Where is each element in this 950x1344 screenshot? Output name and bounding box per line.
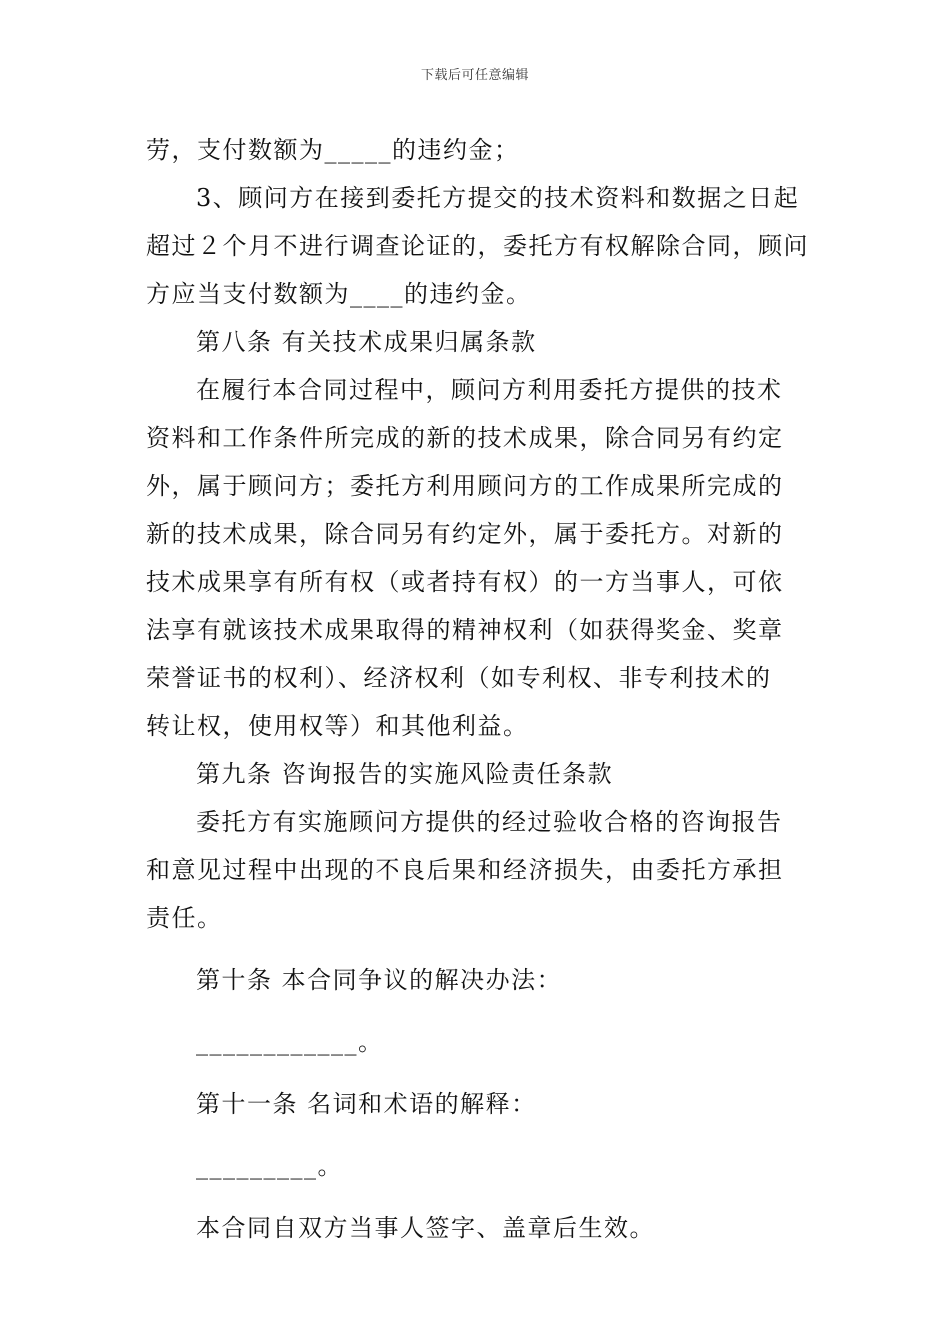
paragraph-line: 责任。: [146, 904, 223, 932]
paragraph-line: 委托方有实施顾问方提供的经过验收合格的咨询报告: [196, 808, 783, 836]
spacer: [146, 1066, 806, 1080]
article-heading: 第九条 咨询报告的实施风险责任条款: [196, 760, 614, 788]
paragraph-line: 本合同自双方当事人签字、盖章后生效。: [196, 1214, 655, 1242]
paragraph-line: 超过２个月不进行调查论证的，委托方有权解除合同，顾问: [146, 232, 809, 260]
article-heading: 第十条 本合同争议的解决办法：: [196, 966, 563, 994]
article-heading: 第八条 有关技术成果归属条款: [196, 328, 537, 356]
article-heading: 第十一条 名词和术语的解释：: [196, 1090, 537, 1118]
spacer: [146, 1190, 806, 1204]
paragraph-line: 3、顾问方在接到委托方提交的技术资料和数据之日起: [196, 184, 800, 212]
paragraph-line: 方应当支付数额为____的违约金。: [146, 280, 532, 308]
document-body: [146, 126, 809, 1252]
paragraph-line: 和意见过程中出现的不良后果和经济损失，由委托方承担: [146, 856, 784, 884]
paragraph-line: 在履行本合同过程中，顾问方利用委托方提供的技术: [196, 376, 783, 404]
spacer: [146, 942, 806, 956]
paragraph-line: 技术成果享有所有权（或者持有权）的一方当事人，可依: [146, 568, 784, 596]
paragraph-line: 荣誉证书的权利）、经济权利（如专利权、非专利技术的: [146, 664, 772, 692]
blank-fill-line: ____________。: [196, 1028, 384, 1056]
page-header: 下载后可任意编辑: [420, 68, 529, 83]
spacer: [146, 1004, 806, 1018]
paragraph-line: 劳，支付数额为_____的违约金；: [146, 136, 520, 164]
paragraph-line: 转让权，使用权等）和其他利益。: [146, 712, 529, 740]
blank-fill-line: _________。: [196, 1152, 343, 1180]
paragraph-line: 资料和工作条件所完成的新的技术成果，除合同另有约定: [146, 424, 784, 452]
paragraph-line: 新的技术成果，除合同另有约定外，属于委托方。对新的: [146, 520, 784, 548]
paragraph-line: 法享有就该技术成果取得的精神权利（如获得奖金、奖章: [146, 616, 784, 644]
spacer: [146, 1128, 806, 1142]
paragraph-line: 外，属于顾问方；委托方利用顾问方的工作成果所完成的: [146, 472, 784, 500]
